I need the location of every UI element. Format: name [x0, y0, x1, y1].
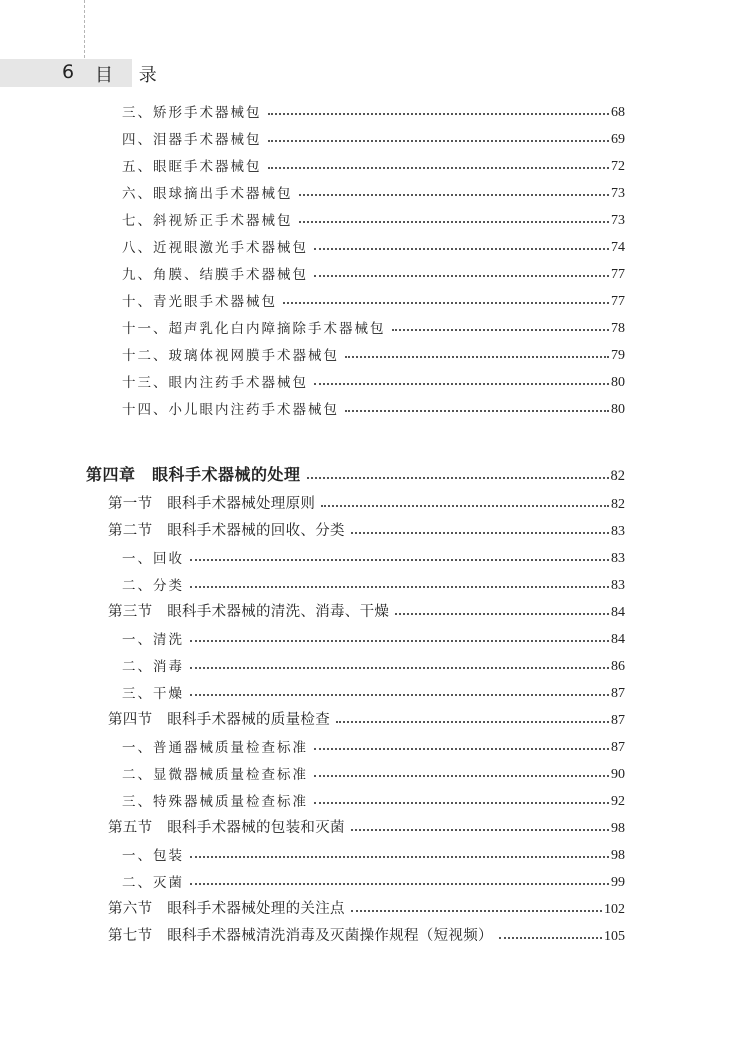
- toc-entry: [122, 867, 625, 891]
- toc-entry-page: 80: [611, 375, 625, 390]
- toc-entry: [122, 232, 625, 256]
- dot-leader: [351, 910, 602, 912]
- toc-entry-title: 七、斜视矫正手术器械包: [122, 213, 293, 229]
- toc-entry-page: 82: [610, 468, 625, 484]
- toc-entry-title: 二、灭菌: [122, 875, 184, 891]
- toc-entry: [122, 286, 625, 310]
- dot-leader: [345, 410, 609, 412]
- toc-entry-title: 第七节 眼科手术器械清洗消毒及灭菌操作规程（短视频）: [108, 928, 493, 944]
- dot-leader: [321, 505, 609, 507]
- toc-entry-title: 第五节 眼科手术器械的包装和灭菌: [108, 820, 345, 836]
- toc-entry-page: 68: [611, 105, 625, 120]
- dot-leader: [307, 477, 609, 479]
- dot-leader: [336, 721, 609, 723]
- toc-entry: [122, 313, 625, 337]
- toc-entry-page: 79: [611, 348, 625, 363]
- dot-leader: [268, 140, 610, 142]
- toc-entry-title: 三、矫形手术器械包: [122, 105, 262, 121]
- toc-entry-page: 74: [611, 240, 625, 255]
- toc-entry-title: 九、角膜、结膜手术器械包: [122, 267, 308, 283]
- toc-entry: [122, 367, 625, 391]
- toc-entry-title: 一、包装: [122, 848, 184, 864]
- toc-entry: [122, 543, 625, 567]
- dot-leader: [190, 856, 609, 858]
- toc-entry-title: 三、干燥: [122, 686, 184, 702]
- toc-entry: [122, 394, 625, 418]
- dot-leader: [345, 356, 609, 358]
- toc-entry-page: 84: [611, 632, 625, 647]
- toc-entry-page: 98: [611, 848, 625, 863]
- toc-entry: [122, 124, 625, 148]
- toc-entry-page: 84: [611, 605, 625, 620]
- toc-entry-title: 五、眼眶手术器械包: [122, 159, 262, 175]
- toc-entry: [108, 516, 625, 540]
- dot-leader: [351, 829, 609, 831]
- margin-guide-line: [84, 0, 85, 58]
- toc-entry: [108, 489, 625, 513]
- dot-leader: [299, 221, 610, 223]
- toc-entry-page: 77: [611, 294, 625, 309]
- toc-entry-title: 一、回收: [122, 551, 184, 567]
- dot-leader: [499, 937, 602, 939]
- toc-entry-page: 87: [611, 713, 625, 728]
- toc-entry-title: 第四节 眼科手术器械的质量检查: [108, 712, 330, 728]
- toc-entry: [108, 597, 625, 621]
- page-number: 6: [62, 61, 75, 83]
- dot-leader: [314, 383, 609, 385]
- dot-leader: [395, 613, 609, 615]
- toc-entry-page: 73: [611, 213, 625, 228]
- toc-entry: [86, 461, 625, 485]
- toc-entry-title: 十二、玻璃体视网膜手术器械包: [122, 348, 339, 364]
- toc-entry: [122, 340, 625, 364]
- toc-entry-page: 83: [611, 578, 625, 593]
- toc-entry-page: 105: [604, 929, 625, 944]
- toc-entry: [122, 651, 625, 675]
- toc-entry-title: 二、消毒: [122, 659, 184, 675]
- toc-entry: [108, 705, 625, 729]
- dot-leader: [314, 775, 609, 777]
- toc-entry: [122, 205, 625, 229]
- dot-leader: [351, 532, 609, 534]
- dot-leader: [268, 113, 610, 115]
- toc-entry: [108, 894, 625, 918]
- page-title: 目 录: [95, 65, 167, 86]
- toc-entry: [122, 624, 625, 648]
- dot-leader: [190, 694, 609, 696]
- toc-entry: [108, 813, 625, 837]
- dot-leader: [190, 586, 609, 588]
- toc-entry-title: 十三、眼内注药手术器械包: [122, 375, 308, 391]
- toc-entry-title: 第二节 眼科手术器械的回收、分类: [108, 523, 345, 539]
- toc-entry: [122, 178, 625, 202]
- toc-entry: [122, 570, 625, 594]
- dot-leader: [299, 194, 610, 196]
- toc-entry-title: 二、显微器械质量检查标准: [122, 767, 308, 783]
- toc-entry-page: 102: [604, 902, 625, 917]
- dot-leader: [190, 640, 609, 642]
- toc-entry-title: 三、特殊器械质量检查标准: [122, 794, 308, 810]
- dot-leader: [283, 302, 609, 304]
- toc-entry-page: 72: [611, 159, 625, 174]
- toc-entry-title: 第六节 眼科手术器械处理的关注点: [108, 901, 345, 917]
- dot-leader: [314, 275, 609, 277]
- dot-leader: [392, 329, 610, 331]
- toc-entry-page: 90: [611, 767, 625, 782]
- toc-entry: [122, 678, 625, 702]
- toc-entry: [122, 259, 625, 283]
- toc-entry-page: 69: [611, 132, 625, 147]
- toc-entry-page: 77: [611, 267, 625, 282]
- toc-entry-title: 十四、小儿眼内注药手术器械包: [122, 402, 339, 418]
- toc-entry-page: 83: [611, 551, 625, 566]
- toc-entry-page: 83: [611, 524, 625, 539]
- dot-leader: [190, 883, 609, 885]
- toc-entry-page: 99: [611, 875, 625, 890]
- toc-entry-title: 第四章 眼科手术器械的处理: [86, 465, 301, 484]
- toc-entry-title: 八、近视眼激光手术器械包: [122, 240, 308, 256]
- toc-entry-title: 十一、超声乳化白内障摘除手术器械包: [122, 321, 386, 337]
- toc-entry-title: 一、清洗: [122, 632, 184, 648]
- toc-entry-title: 十、青光眼手术器械包: [122, 294, 277, 310]
- toc-entry-title: 第三节 眼科手术器械的清洗、消毒、干燥: [108, 604, 390, 620]
- toc-entry-title: 二、分类: [122, 578, 184, 594]
- dot-leader: [314, 802, 609, 804]
- toc-entry: [122, 97, 625, 121]
- toc-entry: [122, 759, 625, 783]
- toc-entry-page: 98: [611, 821, 625, 836]
- toc-entry-page: 92: [611, 794, 625, 809]
- toc-entry: [122, 151, 625, 175]
- toc-entry: [108, 921, 625, 945]
- dot-leader: [314, 748, 609, 750]
- toc-entry-page: 80: [611, 402, 625, 417]
- toc-entry-page: 86: [611, 659, 625, 674]
- toc-entry-title: 第一节 眼科手术器械处理原则: [108, 496, 316, 512]
- toc-entry-title: 四、泪器手术器械包: [122, 132, 262, 148]
- toc-entry-title: 一、普通器械质量检查标准: [122, 740, 308, 756]
- toc-entry-page: 87: [611, 740, 625, 755]
- toc-entry-page: 82: [611, 497, 625, 512]
- toc-entry-page: 78: [611, 321, 625, 336]
- toc-entry-page: 73: [611, 186, 625, 201]
- toc-entry-title: 六、眼球摘出手术器械包: [122, 186, 293, 202]
- toc-entry: [122, 786, 625, 810]
- dot-leader: [190, 667, 609, 669]
- toc-entry: [122, 840, 625, 864]
- toc-entry-page: 87: [611, 686, 625, 701]
- dot-leader: [268, 167, 610, 169]
- dot-leader: [190, 559, 609, 561]
- toc-entry: [122, 732, 625, 756]
- dot-leader: [314, 248, 609, 250]
